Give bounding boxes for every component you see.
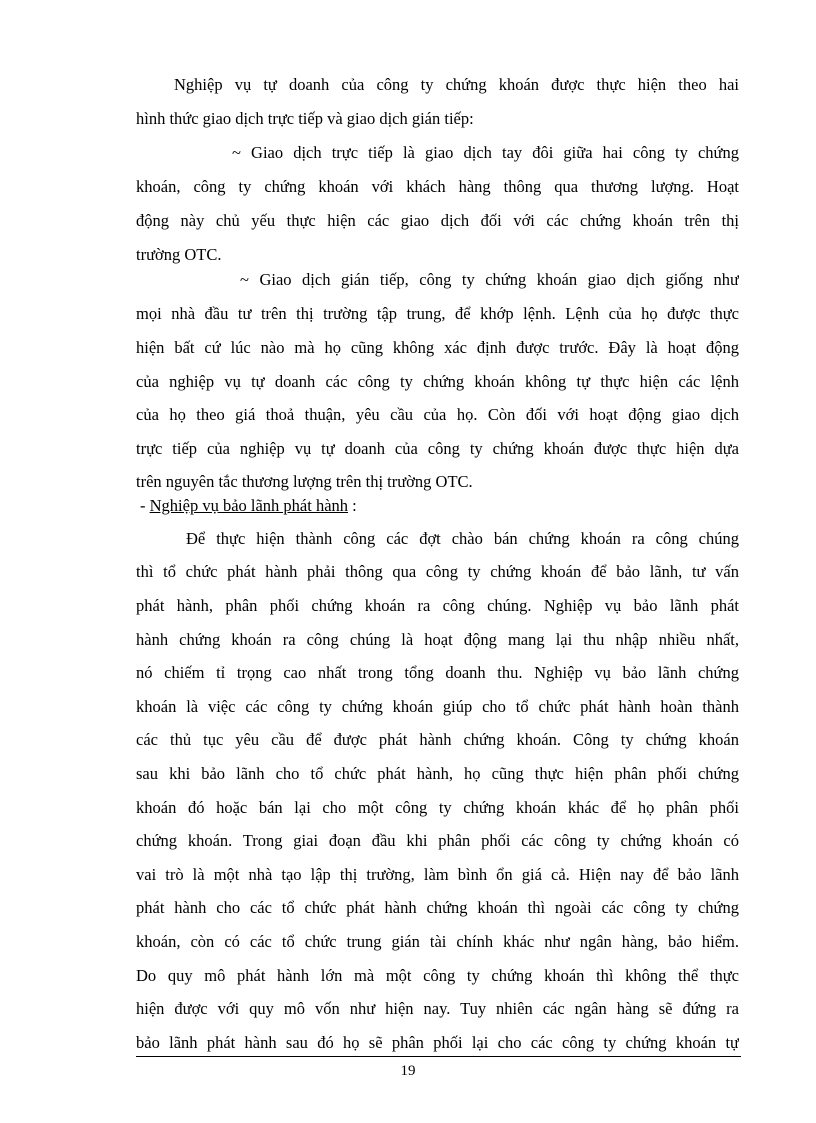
text-line: chứng khoán. Trong giai đoạn đầu khi phân phối các công ty chứng khoán có [136,831,739,850]
text-line: các thủ tục yêu cầu để được phát hành chứng khoán. Công ty chứng khoán [136,730,739,749]
text-line: khoán đó hoặc bán lại cho một công ty chứng khoán khác để họ phân phối [136,798,739,817]
page-number: 19 [400,1063,416,1079]
text-line: trên nguyên tắc thương lượng trên thị trường OTC. [136,472,473,491]
text-line: hành chứng khoán ra công chúng là hoạt động mang lại thu nhập nhiều nhất, [136,630,739,649]
text-line: mọi nhà đầu tư trên thị trường tập trung, để khớp lệnh. Lệnh của họ được thực [136,304,739,323]
text-line: phát hành, phân phối chứng khoán ra công chúng. Nghiệp vụ bảo lãnh phát [136,596,739,615]
text-line: sau khi bảo lãnh cho tổ chức phát hành, họ cũng thực hiện phân phối chứng [136,764,739,783]
text-line: Để thực hiện thành công các đợt chào bán chứng khoán ra công chúng [186,529,739,548]
text-line: động này chủ yếu thực hiện các giao dịch đối với các chứng khoán trên thị [136,211,739,230]
text-line: của họ theo giá thoả thuận, yêu cầu của họ. Còn đối với hoạt động giao dịch [136,405,739,424]
text-line: khoán, công ty chứng khoán với khách hàng thông qua thương lượng. Hoạt [136,177,739,196]
text-line: trường OTC. [136,245,222,264]
text-line: Nghiệp vụ tự doanh của công ty chứng khoán được thực hiện theo hai [174,75,739,94]
text-line: nó chiếm tỉ trọng cao nhất trong tổng doanh thu. Nghiệp vụ bảo lãnh chứng [136,663,739,682]
text-line: khoán là việc các công ty chứng khoán giúp cho tổ chức phát hành hoàn thành [136,697,739,716]
text-line: hiện được với quy mô vốn như hiện nay. Tuy nhiên các ngân hàng sẽ đứng ra [136,999,739,1018]
heading-title: Nghiệp vụ bảo lãnh phát hành [149,496,349,515]
text-line: Do quy mô phát hành lớn mà một công ty chứng khoán thì không thể thực [136,966,739,985]
text-line: khoán, còn có các tổ chức trung gián tài chính khác như ngân hàng, bảo hiểm. [136,932,739,951]
text-line: ~ Giao dịch gián tiếp, công ty chứng khoán giao dịch giống như [240,270,739,289]
text-line: bảo lãnh phát hành sau đó họ sẽ phân phối lại cho các công ty chứng khoán tự [136,1033,739,1052]
section-heading [140,495,640,517]
text-line: hình thức giao dịch trực tiếp và giao dịch gián tiếp: [136,109,474,128]
heading-suffix: : [348,496,357,515]
footer-rule [136,1056,741,1057]
text-line: của nghiệp vụ tự doanh các công ty chứng khoán không tự thực hiện các lệnh [136,372,739,391]
text-line: thì tổ chức phát hành phải thông qua công ty chứng khoán để bảo lãnh, tư vấn [136,562,739,581]
text-line: trực tiếp của nghiệp vụ tự doanh của công ty chứng khoán được thực hiện dựa [136,439,739,458]
text-line: phát hành cho các tổ chức phát hành chứng khoán thì ngoài các công ty chứng [136,898,739,917]
heading-prefix: - [140,496,150,515]
text-line: hiện bất cứ lúc nào mà họ cũng không xác định được trước. Đây là hoạt động [136,338,739,357]
text-line: ~ Giao dịch trực tiếp là giao dịch tay đôi giữa hai công ty chứng [232,143,739,162]
text-line: vai trò là một nhà tạo lập thị trường, làm bình ổn giá cả. Hiện nay để bảo lãnh [136,865,739,884]
